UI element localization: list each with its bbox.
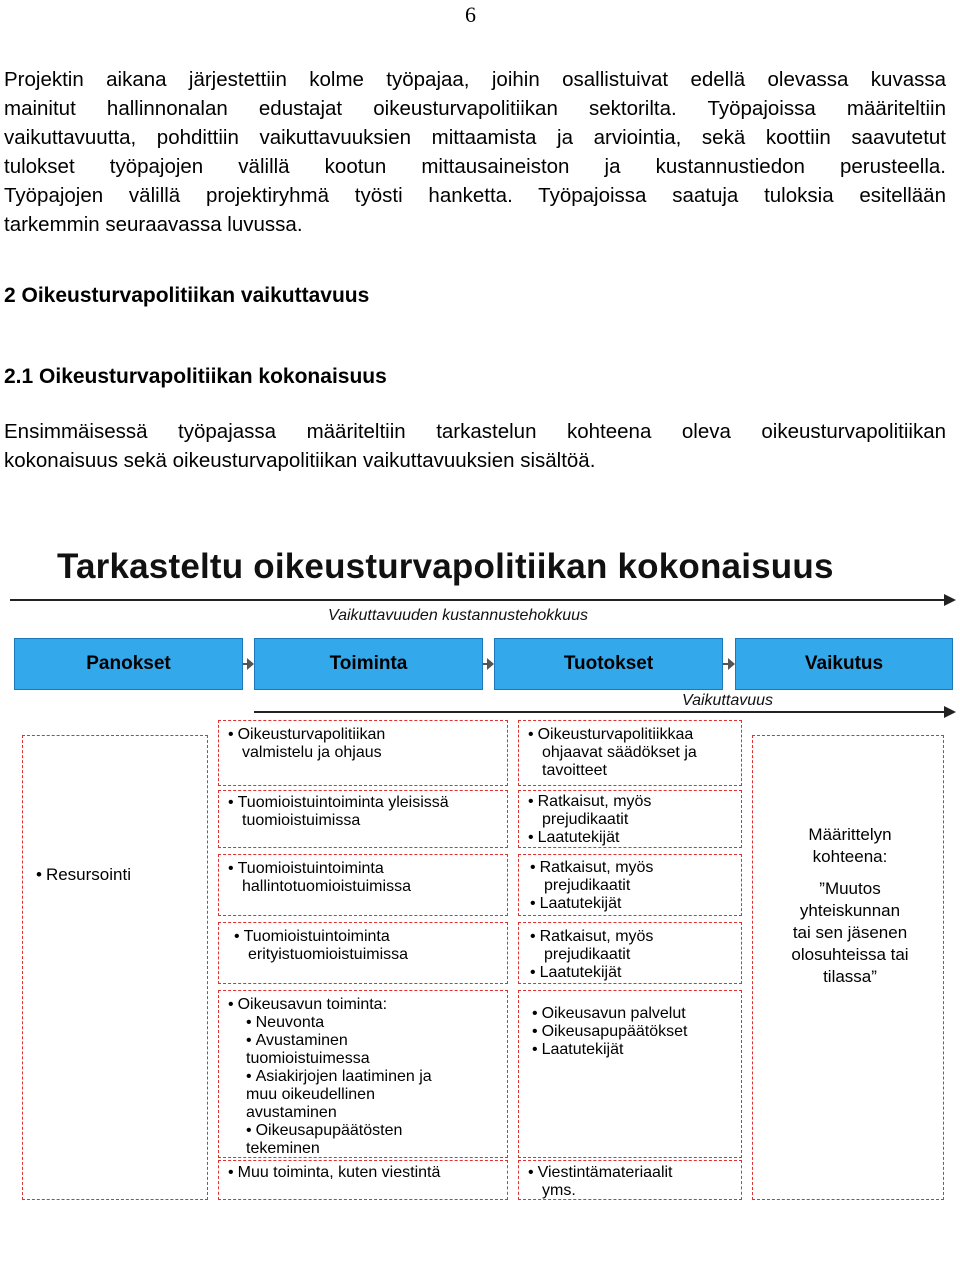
impact-text (770, 824, 930, 988)
output-line: • Laatutekijät (530, 895, 653, 913)
paragraph-line: kokonaisuus sekä oikeusturvapolitiikan vaikuttavuuksien sisältöä. (4, 449, 596, 472)
output-cell (530, 859, 653, 913)
resources-box (22, 735, 208, 1200)
output-line: • Oikeusturvapolitiikkaa (528, 726, 697, 744)
resources-text: • Resursointi (36, 866, 131, 884)
legal-aid-title: • Oikeusavun toiminta: (228, 996, 432, 1014)
legal-aid-item: • Neuvonta (228, 1014, 432, 1032)
output-cell (528, 726, 697, 780)
legal-aid-item: avustaminen (246, 1104, 337, 1121)
output-line: ohjaavat säädökset ja (542, 744, 697, 761)
impact-line: kohteena: (812, 847, 888, 866)
cost-effectiveness-arrowhead (944, 594, 956, 606)
effectiveness-label: Vaikuttavuus (682, 692, 774, 709)
legal-aid-item: • Oikeusapupäätösten (228, 1122, 432, 1140)
output-line: • Ratkaisut, myös (528, 793, 651, 811)
impact-line: olosuhteissa tai (791, 945, 909, 964)
activity-line: valmistelu ja ohjaus (242, 744, 382, 761)
legal-aid-item: • Avustaminen (228, 1032, 432, 1050)
impact-line: tilassa” (823, 967, 877, 986)
page-number: 6 (465, 2, 476, 27)
stage-inputs: Panokset (14, 638, 243, 690)
paragraph-line: Työpajojen välillä projektiryhmä työsti hanketta. Työpajoissa saatuja tuloksia esitellään (4, 184, 946, 207)
activity-cell (228, 1164, 440, 1182)
activity-cell (234, 928, 408, 964)
paragraph-line: Ensimmäisessä työpajassa määriteltiin tarkastelun kohteena oleva oikeusturvapolitiikan (4, 420, 946, 443)
paragraph-line: tulokset työpajojen välillä kootun mittausaineiston ja kustannustiedon perusteella. (4, 155, 946, 178)
output-line: prejudikaatit (544, 877, 631, 894)
intro-paragraph (4, 65, 946, 239)
legal-aid-item: muu oikeudellinen (246, 1086, 375, 1103)
paragraph-line: tarkemmin seuraavassa luvussa. (4, 213, 303, 236)
activity-line: • Tuomioistuintoiminta yleisissä (228, 794, 449, 812)
output-line: prejudikaatit (544, 946, 631, 963)
impact-line (770, 868, 930, 878)
legal-aid-item: tekeminen (246, 1140, 320, 1157)
output-cell (532, 1005, 687, 1059)
legal-aid-item: • Asiakirjojen laatiminen ja (228, 1068, 432, 1086)
stage-arrow (728, 658, 735, 670)
activity-line: • Tuomioistuintoiminta (228, 860, 411, 878)
effectiveness-arrowhead (944, 706, 956, 718)
workshop-paragraph (4, 417, 946, 475)
output-line: • Ratkaisut, myös (530, 859, 653, 877)
output-cell (528, 793, 651, 847)
output-line: • Laatutekijät (528, 829, 651, 847)
cost-effectiveness-label: Vaikuttavuuden kustannustehokkuus (328, 607, 589, 624)
output-line: • Laatutekijät (530, 964, 653, 982)
stage-outputs: Tuotokset (494, 638, 723, 690)
paragraph-line: Projektin aikana järjestettiin kolme työpajaa, joihin osallistuivat edellä olevassa kuvassa (4, 68, 946, 91)
activity-cell (228, 860, 411, 896)
output-line: tavoitteet (542, 762, 607, 779)
activity-line: • Oikeusturvapolitiikan (228, 726, 385, 744)
legal-aid-cell (228, 996, 432, 1158)
activity-line: erityistuomioistuimissa (248, 946, 409, 963)
stage-arrow (247, 658, 254, 670)
output-line: prejudikaatit (542, 811, 629, 828)
impact-line: tai sen jäsenen (792, 923, 908, 942)
activity-cell (228, 794, 449, 830)
activity-line: • Tuomioistuintoiminta (234, 928, 408, 946)
impact-line: yhteiskunnan (799, 901, 901, 920)
activity-cell (228, 726, 385, 762)
output-line: • Viestintämateriaalit (528, 1164, 673, 1182)
output-cell (530, 928, 653, 982)
impact-line: ”Muutos (819, 879, 881, 898)
subsection-heading: 2.1 Oikeusturvapolitiikan kokonaisuus (4, 365, 387, 388)
activity-line: hallintotuomioistuimissa (242, 878, 411, 895)
activity-line: tuomioistuimissa (242, 812, 361, 829)
output-line: • Oikeusapupäätökset (532, 1023, 687, 1041)
output-line: • Oikeusavun palvelut (532, 1005, 687, 1023)
stage-impact: Vaikutus (735, 638, 953, 690)
figure-title: Tarkasteltu oikeusturvapolitiikan kokonaisuus (57, 547, 834, 586)
legal-aid-item: tuomioistuimessa (246, 1050, 370, 1067)
resources-label (36, 866, 131, 884)
activity-line: • Muu toiminta, kuten viestintä (228, 1164, 440, 1182)
output-line: • Ratkaisut, myös (530, 928, 653, 946)
output-cell (528, 1164, 673, 1200)
impact-line: Määrittelyn (808, 825, 892, 844)
paragraph-line: vaikuttavuutta, pohdittiin vaikuttavuuksien mittaamista ja arviointia, sekä koottiin saavutetut (4, 126, 946, 149)
output-line: • Laatutekijät (532, 1041, 687, 1059)
paragraph-line: mainitut hallinnonalan edustajat oikeusturvapolitiikan sektorilta. Työpajoissa määriteltiin (4, 97, 946, 120)
output-line: yms. (542, 1182, 576, 1199)
stage-activities: Toiminta (254, 638, 483, 690)
stage-arrow (487, 658, 494, 670)
section-heading: 2 Oikeusturvapolitiikan vaikuttavuus (4, 284, 370, 307)
